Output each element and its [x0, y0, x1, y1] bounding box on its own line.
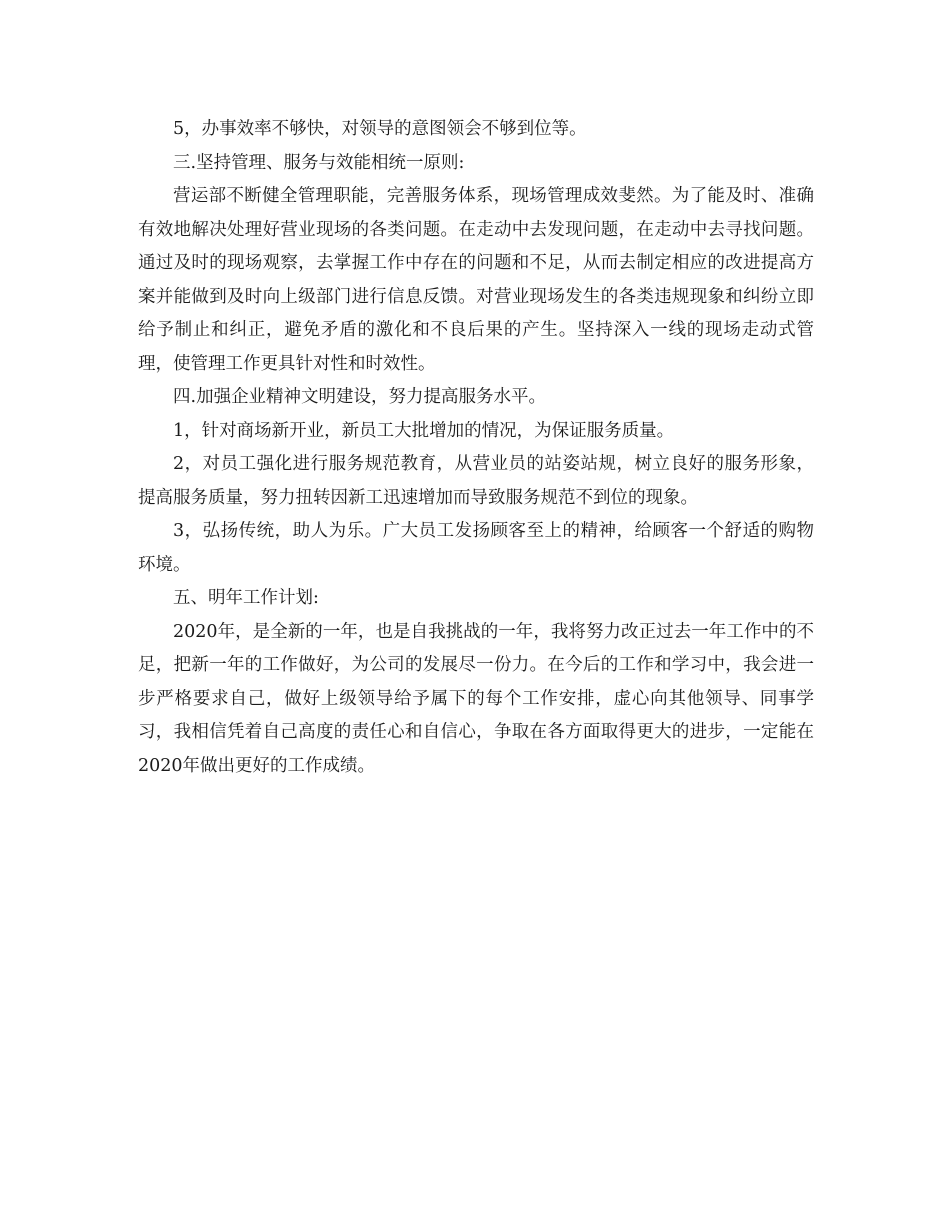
paragraph-efficiency-item-5: 5，办事效率不够快，对领导的意图领会不够到位等。 — [173, 119, 587, 139]
paragraph-item-3: 3，弘扬传统，助人为乐。广大员工发扬顾客至上的精神，给顾客一个舒适的购物环境。 — [138, 521, 814, 575]
paragraph-operations: 营运部不断健全管理职能，完善服务体系，现场管理成效斐然。为了能及时、准确有效地解决处理好营业现场的各类问题。在走动中去发现问题，在走动中去寻找问题。通过及时的现场观察，去掌握工作中存在的问题和不足，从而去制定相应的改进提高方案并能做到及时向上级部门进行信息反馈。对营业现场发生的各类违规现象和纠纷立即给予制止和纠正，避免矛盾的激化和不良后果的产生。坚持深入一线的现场走动式管理，使管理工作更具针对性和时效性。 — [138, 186, 814, 374]
paragraph-next-year-plan: 2020年，是全新的一年，也是自我挑战的一年，我将努力改正过去一年工作中的不足，把新一年的工作做好，为公司的发展尽一份力。在今后的工作和学习中，我会进一步严格要求自己，做好上级领导给予属下的每个工作安排，虚心向其他领导、同事学习，我相信凭着自己高度的责任心和自信心，争取在各方面取得更大的进步，一定能在2020年做出更好的工作成绩。 — [138, 621, 814, 776]
document-body — [138, 113, 814, 783]
section-heading-4: 四.加强企业精神文明建设，努力提高服务水平。 — [173, 387, 547, 407]
section-heading-3: 三.坚持管理、服务与效能相统一原则: — [173, 152, 465, 173]
section-heading-5: 五、明年工作计划: — [173, 588, 319, 608]
paragraph-item-2: 2，对员工强化进行服务规范教育，从营业员的站姿站规，树立良好的服务形象，提高服务质量，努力扭转因新工迅速增加而导致服务规范不到位的现象。 — [138, 454, 814, 508]
paragraph-item-1: 1，针对商场新开业，新员工大批增加的情况，为保证服务质量。 — [173, 420, 675, 441]
